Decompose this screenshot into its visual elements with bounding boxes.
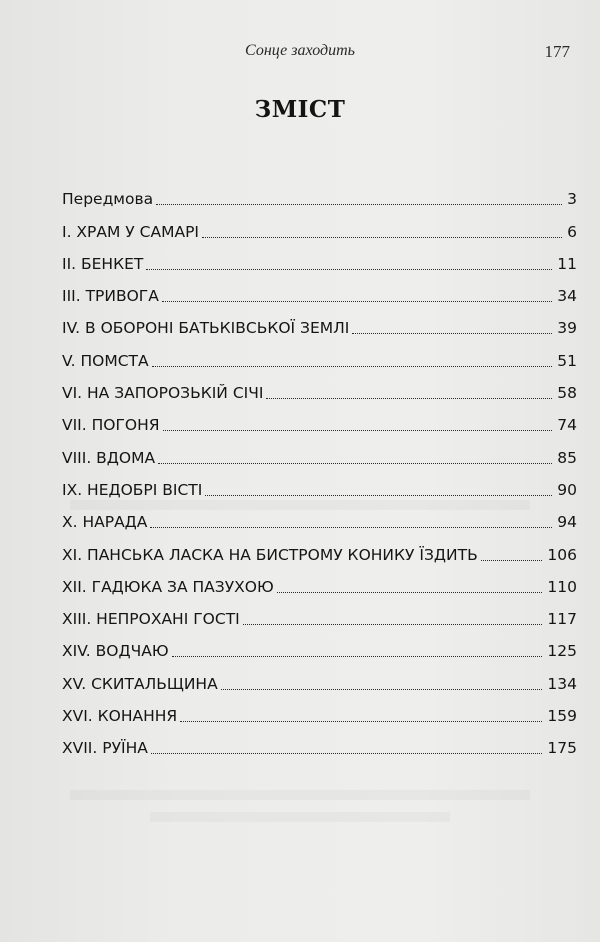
- dot-leader: [146, 269, 552, 270]
- dot-leader: [163, 430, 553, 431]
- toc-entry: [62, 531, 577, 563]
- dot-leader: [481, 560, 543, 561]
- dot-leader: [352, 333, 552, 334]
- dot-leader: [266, 398, 552, 399]
- toc-entry: [62, 337, 577, 369]
- toc-entry-title: XII. ГАДЮКА ЗА ПАЗУХОЮ: [62, 577, 274, 596]
- table-of-contents: [62, 176, 577, 757]
- toc-entry: [62, 564, 577, 596]
- dot-leader: [277, 592, 543, 593]
- toc-entry-title: XVII. РУЇНА: [62, 739, 148, 758]
- running-header: [0, 42, 600, 66]
- bleed-through-line: [70, 790, 530, 800]
- toc-entry-page: 125: [547, 642, 577, 661]
- toc-entry-page: 110: [547, 577, 577, 596]
- toc-entry-page: 106: [547, 545, 577, 564]
- toc-entry-page: 6: [567, 222, 577, 241]
- toc-entry: [62, 176, 577, 208]
- toc-entry: [62, 725, 577, 757]
- toc-entry-page: 90: [557, 480, 577, 499]
- page-number: 177: [544, 42, 570, 61]
- toc-entry-page: 175: [547, 739, 577, 758]
- toc-entry-page: 58: [557, 384, 577, 403]
- toc-entry-title: XV. СКИТАЛЬЩИНА: [62, 674, 218, 693]
- toc-entry-title: XVI. КОНАННЯ: [62, 707, 178, 726]
- dot-leader: [152, 366, 553, 367]
- toc-entry-title: X. НАРАДА: [62, 513, 148, 532]
- toc-entry-page: 39: [557, 319, 577, 338]
- toc-entry-page: 34: [557, 287, 577, 306]
- toc-entry-page: 51: [557, 351, 577, 370]
- toc-entry-title: ІІ. БЕНКЕТ: [62, 254, 144, 273]
- toc-entry: [62, 241, 577, 273]
- dot-leader: [150, 527, 552, 528]
- dot-leader: [162, 301, 552, 302]
- dot-leader: [156, 204, 562, 205]
- dot-leader: [151, 753, 543, 754]
- toc-entry: [62, 499, 577, 531]
- toc-entry-title: IV. В ОБОРОНІ БАТЬКІВСЬКОЇ ЗЕМЛІ: [62, 319, 350, 338]
- toc-entry-title: IX. НЕДОБРІ ВІСТІ: [62, 480, 203, 499]
- toc-entry: [62, 305, 577, 337]
- toc-entry: [62, 434, 577, 466]
- toc-entry: [62, 693, 577, 725]
- toc-entry: [62, 370, 577, 402]
- toc-entry-title: ІІІ. ТРИВОГА: [62, 287, 159, 306]
- toc-entry-page: 159: [547, 707, 577, 726]
- dot-leader: [202, 237, 562, 238]
- dot-leader: [243, 624, 543, 625]
- toc-entry-page: 134: [547, 674, 577, 693]
- toc-entry: [62, 660, 577, 692]
- running-title: Сонце заходить: [245, 42, 355, 59]
- toc-entry: [62, 273, 577, 305]
- toc-entry-title: XIV. ВОДЧАЮ: [62, 642, 169, 661]
- toc-title: ЗМІСТ: [254, 96, 346, 123]
- toc-entry-title: XIII. НЕПРОХАНІ ГОСТІ: [62, 610, 240, 629]
- toc-entry: [62, 402, 577, 434]
- toc-entry: [62, 208, 577, 240]
- toc-entry-title: VI. НА ЗАПОРОЗЬКІЙ СІЧІ: [62, 384, 264, 403]
- dot-leader: [205, 495, 552, 496]
- dot-leader: [172, 656, 543, 657]
- toc-entry-title: Передмова: [62, 190, 154, 209]
- toc-entry: [62, 596, 577, 628]
- toc-entry-title: XI. ПАНСЬКА ЛАСКА НА БИСТРОМУ КОНИКУ ЇЗДИТЬ: [62, 545, 478, 564]
- toc-entry-title: VIII. ВДОМА: [62, 448, 156, 467]
- toc-entry-title: І. ХРАМ У САМАРІ: [62, 222, 199, 241]
- toc-entry-title: VII. ПОГОНЯ: [62, 416, 160, 435]
- toc-entry: [62, 467, 577, 499]
- toc-entry-page: 3: [567, 190, 577, 209]
- toc-entry-page: 11: [557, 254, 577, 273]
- toc-entry: [62, 628, 577, 660]
- toc-entry-title: V. ПОМСТА: [62, 351, 149, 370]
- toc-entry-page: 94: [557, 513, 577, 532]
- toc-entry-page: 74: [557, 416, 577, 435]
- toc-entry-page: 85: [557, 448, 577, 467]
- dot-leader: [158, 463, 552, 464]
- dot-leader: [180, 721, 542, 722]
- toc-entry-page: 117: [547, 610, 577, 629]
- dot-leader: [221, 689, 543, 690]
- bleed-through-line: [150, 812, 450, 822]
